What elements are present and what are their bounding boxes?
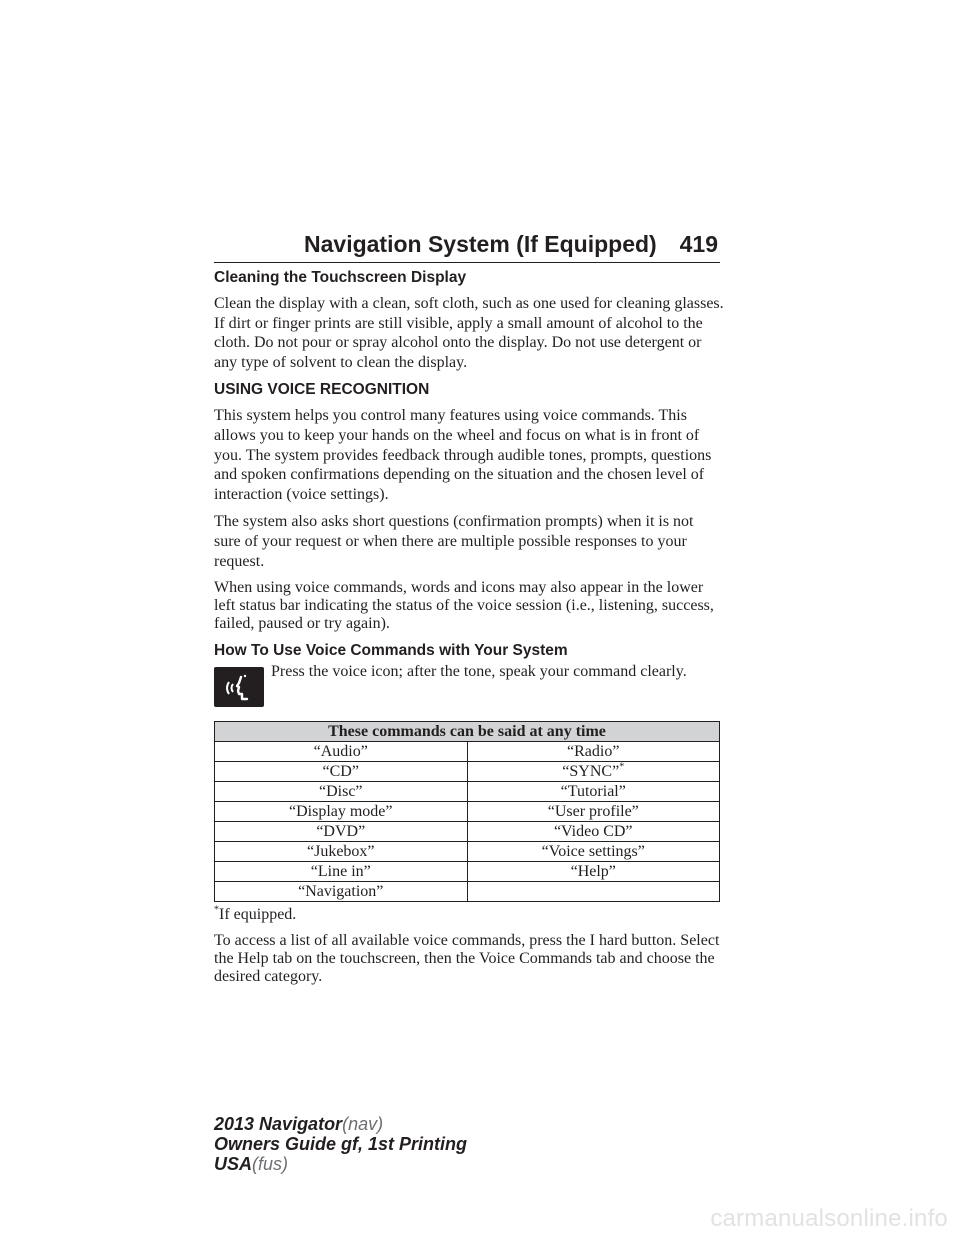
- table-row: [215, 762, 720, 782]
- table-cell: “Voice settings”: [467, 842, 720, 862]
- table-cell: “Disc”: [215, 782, 468, 802]
- table-cell: “Video CD”: [467, 822, 720, 842]
- table-cell: “Audio”: [215, 742, 468, 762]
- footer-model-code: (nav): [342, 1114, 384, 1134]
- voice-commands-table: [214, 721, 720, 902]
- table-header: These commands can be said at any time: [215, 722, 720, 742]
- page-title: Navigation System (If Equipped): [304, 231, 657, 257]
- table-cell: “Radio”: [467, 742, 720, 762]
- table-cell: “Line in”: [215, 862, 468, 882]
- footer-model: 2013 Navigator: [214, 1114, 343, 1134]
- table-row: [215, 742, 720, 762]
- voice-paragraph-1: This system helps you control many features using voice commands. This allows you to keep your hands on the wheel and focus on what is in front of you. The system provides feedback through audible tones, prompts, questions and spoken confirmations depending on the situation and the chosen level of interaction (voice settings).: [214, 407, 712, 503]
- how-to-heading: How To Use Voice Commands with Your System: [214, 642, 568, 660]
- voice-recognition-heading: USING VOICE RECOGNITION: [214, 381, 430, 399]
- table-cell: “Tutorial”: [467, 782, 720, 802]
- table-row: [215, 802, 720, 822]
- watermark: carmanualsonline.info: [710, 1205, 948, 1232]
- table-row: [215, 782, 720, 802]
- voice-icon-instruction: Press the voice icon; after the tone, speak your command clearly.: [271, 663, 687, 681]
- table-row: [215, 822, 720, 842]
- footer-line-2: Owners Guide gf, 1st Printing: [214, 1134, 468, 1154]
- table-cell-with-footnote: [467, 762, 720, 782]
- table-row: [215, 882, 720, 902]
- footer-line-1: [214, 1114, 467, 1134]
- voice-icon-row: [214, 663, 724, 713]
- footer-line-3: [214, 1154, 467, 1174]
- table-cell: [467, 882, 720, 902]
- page-content: [214, 268, 724, 994]
- table-cell-text: “SYNC”: [562, 763, 620, 781]
- voice-icon: [214, 667, 264, 707]
- table-cell: “Navigation”: [215, 882, 468, 902]
- footer-market: USA: [214, 1154, 253, 1174]
- voice-paragraph-3: When using voice commands, words and icons may also appear in the lower left status bar indicating the status of the voice session (i.e., listening, success, failed, paused or try again).: [214, 579, 714, 633]
- footnote-text: If equipped.: [219, 906, 297, 924]
- table-cell: “CD”: [215, 762, 468, 782]
- page-number: 419: [679, 231, 718, 257]
- cleaning-paragraph: Clean the display with a clean, soft cloth, such as one used for cleaning glasses. If dirt or finger prints are still visible, apply a small amount of alcohol to the cloth. Do not pour or spray alcohol onto the display. Do not use detergent or any type of solvent to clean the display.: [214, 295, 724, 371]
- footnote-mark: *: [619, 761, 625, 773]
- table-row: [215, 862, 720, 882]
- table-cell: “Help”: [467, 862, 720, 882]
- table-cell: “User profile”: [467, 802, 720, 822]
- access-paragraph: To access a list of all available voice commands, press the I hard button. Select the Help tab on the touchscreen, then the Voice Commands tab and choose the desired category.: [214, 932, 720, 986]
- page-footer: [214, 1114, 467, 1174]
- table-row: [215, 842, 720, 862]
- cleaning-heading: Cleaning the Touchscreen Display: [214, 269, 467, 286]
- table-cell: “DVD”: [215, 822, 468, 842]
- table-cell: “Display mode”: [215, 802, 468, 822]
- footnote-mark: *: [214, 904, 219, 916]
- footer-market-code: (fus): [252, 1154, 289, 1174]
- voice-paragraph-2: The system also asks short questions (confirmation prompts) when it is not sure of your request or when there are multiple possible responses to your request.: [214, 513, 694, 570]
- table-cell: “Jukebox”: [215, 842, 468, 862]
- table-footnote: [214, 905, 724, 924]
- page-header: [214, 228, 720, 263]
